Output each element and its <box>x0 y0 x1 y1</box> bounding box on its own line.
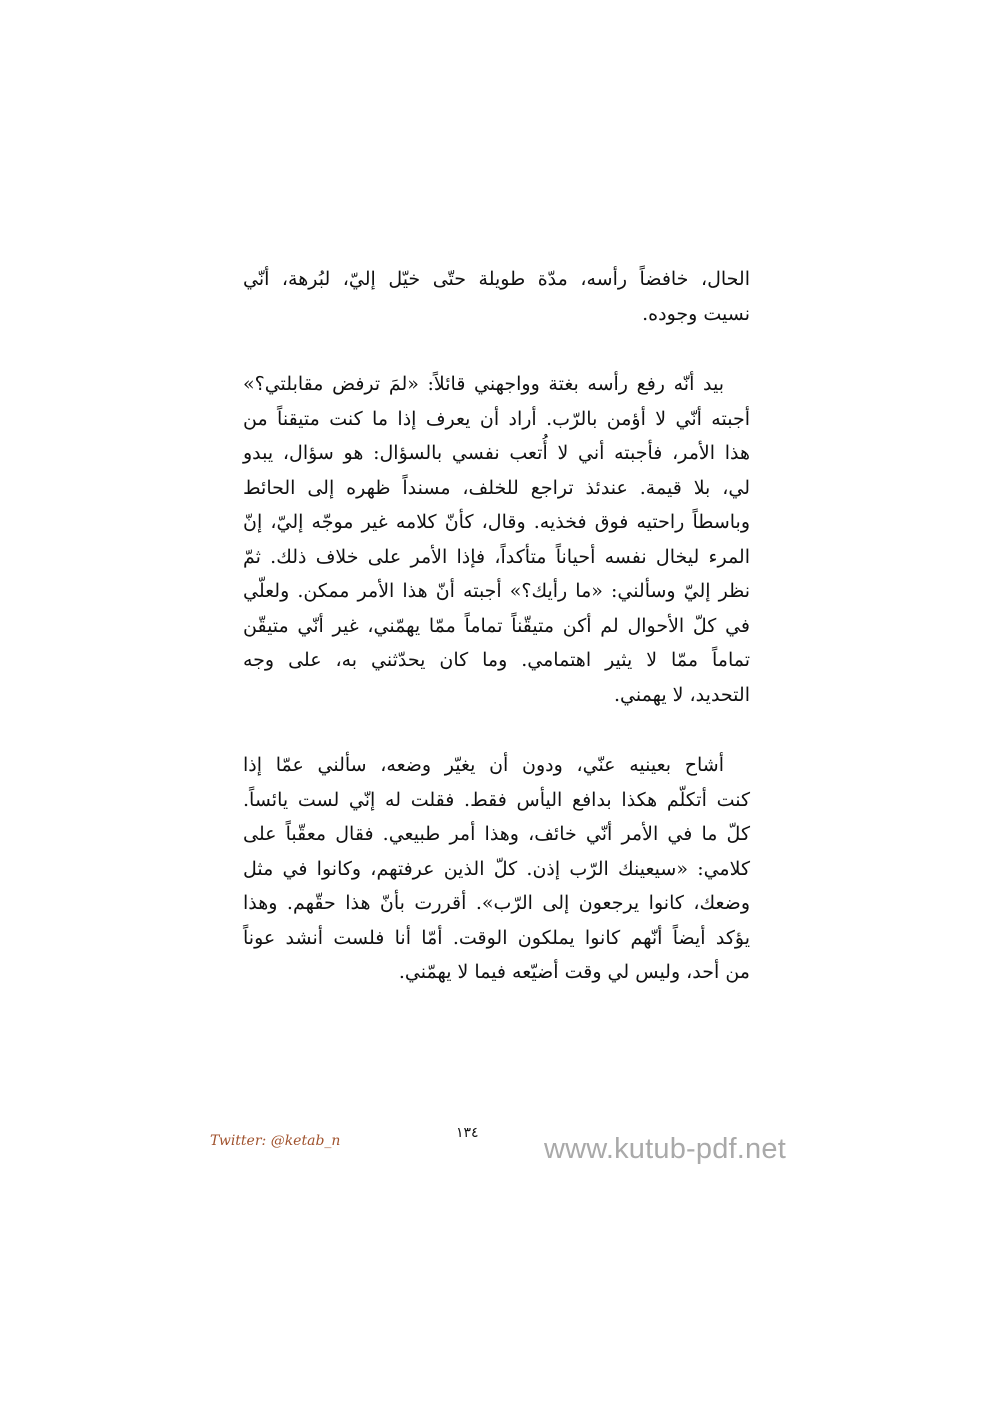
text-line: تماماً ممّا لا يثير اهتمامي. وما كان يحدّثني به، على وجه <box>243 649 750 671</box>
text-line: كلّ ما في الأمر أنّي خائف، وهذا أمر طبيعي. فقال معقّباً على <box>243 823 750 845</box>
paragraph-1 <box>243 262 750 331</box>
text-line: وباسطاً راحتيه فوق فخذيه. وقال، كأنّ كلامه غير موجّه إليّ، إنّ <box>243 511 750 533</box>
text-line: يؤكد أيضاً أنّهم كانوا يملكون الوقت. أمّا أنا فلست أنشد عوناً <box>243 926 750 949</box>
text-line: كلامي: «سيعينك الرّب إذن. كلّ الذين عرفتهم، وكانوا في مثل <box>243 857 750 880</box>
text-line: المرء ليخال نفسه أحياناً متأكداً، فإذا الأمر على خلاف ذلك. ثمّ <box>243 545 750 568</box>
paragraph-3 <box>243 748 750 990</box>
text-line: التحديد، لا يهمني. <box>614 683 750 706</box>
text-line: وضعك، كانوا يرجعون إلى الرّب». أقررت بأنّ هذا حقّهم. وهذا <box>243 892 750 914</box>
text-line: في كلّ الأحوال لم أكن متيقّناً تماماً ممّا يهمّني، غير أنّي متيقّن <box>243 614 750 637</box>
watermark-url[interactable]: www.kutub-pdf.net <box>544 1133 786 1165</box>
text-line: الحال، خافضاً رأسه، مدّة طويلة حتّى خيّل إليّ، لبُرهة، أنّي <box>243 268 750 290</box>
text-line: أشاح بعينيه عنّي، ودون أن يغيّر وضعه، سألني عمّا إذا <box>243 754 724 776</box>
text-line: نظر إليّ وسألني: «ما رأيك؟» أجبته أنّ هذا الأمر ممكن. ولعلّي <box>243 580 750 602</box>
text-line: هذا الأمر، فأجبته أني لا أُتعب نفسي بالسؤال: هو سؤال، يبدو <box>243 442 750 464</box>
page-number: ١٣٤ <box>456 1125 479 1141</box>
text-line: لي، بلا قيمة. عندئذ تراجع للخلف، مسنداً ظهره إلى الحائط <box>243 476 750 499</box>
page-body <box>243 262 750 990</box>
text-line: أجبته أنّي لا أؤمن بالرّب. أراد أن يعرف إذا ما كنت متيقناً من <box>243 407 750 430</box>
twitter-handle: Twitter: @ketab_n <box>210 1133 341 1149</box>
paragraph-2 <box>243 367 750 712</box>
text-line: من أحد، وليس لي وقت أضيّعه فيما لا يهمّني. <box>398 961 750 983</box>
text-line: كنت أتكلّم هكذا بدافع اليأس فقط. فقلت له إنّي لست يائساً. <box>243 788 750 811</box>
text-line: نسيت وجوده. <box>642 302 750 325</box>
text-line: بيد أنّه رفع رأسه بغتة وواجهني قائلاً: «لمَ ترفض مقابلتي؟» <box>243 373 724 395</box>
